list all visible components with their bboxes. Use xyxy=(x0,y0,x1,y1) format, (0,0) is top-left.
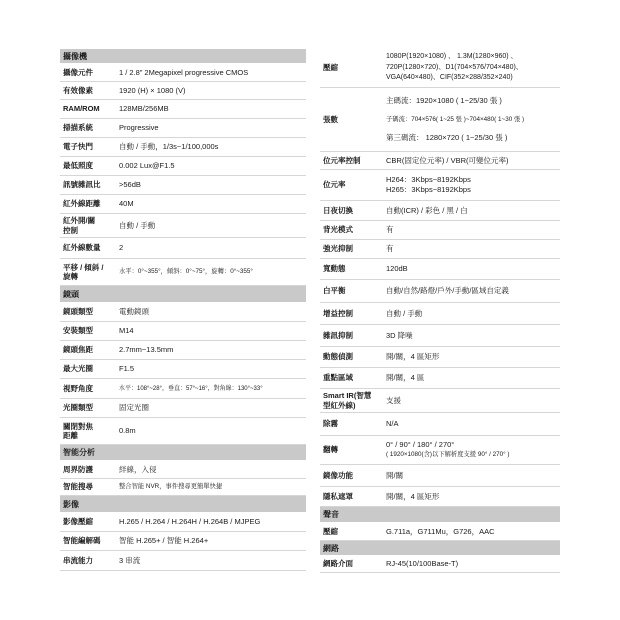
section-header-lens xyxy=(60,286,306,303)
spec-value xyxy=(383,368,560,388)
spec-value-text: N/A xyxy=(386,419,399,428)
spec-value-text: 開/關，4 區矩形 xyxy=(386,352,440,361)
spec-value xyxy=(383,259,560,279)
spec-label xyxy=(60,64,116,81)
spec-row-field-of-view xyxy=(60,379,306,399)
spec-label-text: 型紅外線) xyxy=(323,400,356,410)
spec-value xyxy=(383,325,560,346)
spec-label-text: 增益控制 xyxy=(323,308,353,318)
spec-label xyxy=(60,341,116,359)
spec-row-perimeter-protection xyxy=(60,461,306,479)
section-title: 聲音 xyxy=(323,510,339,519)
spec-value xyxy=(116,303,306,321)
section-title: 網路 xyxy=(323,543,339,553)
spec-value-text: 開/關 xyxy=(386,470,404,480)
spec-value-text: >56dB xyxy=(119,180,141,189)
spec-value-text: 自動/自然/路燈/戶外/手動/區域自定義 xyxy=(386,286,509,295)
spec-row-smart-ir xyxy=(320,389,560,413)
spec-label-text: 安裝類型 xyxy=(63,326,93,336)
spec-row-wdr xyxy=(320,259,560,280)
spec-label-text: 動態偵測 xyxy=(323,352,353,362)
spec-value xyxy=(116,119,306,137)
spec-label-text: 視野角度 xyxy=(63,383,93,393)
spec-label xyxy=(320,368,383,388)
spec-row-bitrate xyxy=(320,170,560,201)
spec-value-text: ( 1920×1080(含)以下解析度支援 90° / 270° ) xyxy=(386,451,510,458)
spec-value xyxy=(116,176,306,194)
spec-label xyxy=(60,322,116,340)
spec-value-text: 整合智能 NVR，事件搜尋更簡單快捷 xyxy=(119,483,223,490)
spec-label-text: 除霧 xyxy=(323,419,338,429)
spec-row-lens-type xyxy=(60,303,306,322)
spec-label xyxy=(60,119,116,137)
spec-label-text: 位元率控制 xyxy=(323,155,361,165)
spec-label xyxy=(320,303,383,324)
spec-label-text: 訊號雜訊比 xyxy=(63,180,101,190)
spec-value-text: 40M xyxy=(119,199,134,208)
spec-label-text: 有效像素 xyxy=(63,85,93,95)
spec-value xyxy=(116,100,306,118)
spec-row-mount-type xyxy=(60,322,306,341)
spec-row-defog xyxy=(320,413,560,436)
spec-value-text: 自動(ICR) / 彩色 / 黑 / 白 xyxy=(386,205,468,215)
spec-value-text: 0° / 90° / 180° / 270° xyxy=(386,440,455,449)
spec-label xyxy=(60,513,116,531)
spec-value xyxy=(383,280,560,302)
spec-value xyxy=(116,157,306,175)
spec-label-text: 關閉對焦 xyxy=(63,421,93,431)
spec-label-text: 掃描系統 xyxy=(63,123,93,133)
spec-label-text: 日夜切換 xyxy=(323,205,353,215)
spec-label-text: RAM/ROM xyxy=(63,104,100,114)
spec-label-text: 智能編解碼 xyxy=(63,536,101,546)
spec-row-min-illumination xyxy=(60,157,306,176)
spec-value-text: 子碼流：704×576( 1~25 張 )~704×480( 1~30 張 ) xyxy=(386,115,525,123)
spec-value-text: 第三碼流： 1280×720 ( 1~25/30 張 ) xyxy=(386,132,508,142)
spec-row-network-interface xyxy=(320,556,560,573)
spec-label-text: 紅外線距離 xyxy=(63,199,101,209)
spec-row-ir-count xyxy=(60,238,306,259)
spec-value xyxy=(116,379,306,398)
spec-value-text: 3 串流 xyxy=(119,555,141,565)
spec-value xyxy=(116,360,306,378)
section-header-camera xyxy=(60,49,306,64)
spec-value-text: 有 xyxy=(386,244,394,253)
spec-label-text: 鏡頭焦距 xyxy=(63,345,93,355)
section-title: 智能分析 xyxy=(63,448,95,457)
spec-row-scan-system xyxy=(60,119,306,138)
spec-label xyxy=(320,170,383,200)
spec-label xyxy=(60,551,116,570)
spec-label-text: 鏡頭類型 xyxy=(63,307,93,317)
spec-label xyxy=(60,195,116,213)
spec-label xyxy=(60,259,116,285)
spec-row-mirror xyxy=(320,465,560,487)
spec-label-text: 網路介面 xyxy=(323,559,353,569)
section-header-network xyxy=(320,541,560,556)
spec-value-text: 水平：0°~355°，傾斜：0°~75°，旋轉：0°~355° xyxy=(119,268,253,275)
spec-value-text: H264：3Kbps~8192Kbps xyxy=(386,175,471,184)
spec-row-audio-compression xyxy=(320,523,560,541)
spec-value xyxy=(116,64,306,81)
spec-value xyxy=(383,487,560,506)
section-title: 鏡頭 xyxy=(63,289,79,299)
spec-value-text: 有 xyxy=(386,225,394,234)
spec-row-frame-rate xyxy=(320,88,560,152)
spec-label xyxy=(320,556,383,572)
spec-row-video-compression xyxy=(60,513,306,532)
spec-value-text: 2.7mm~13.5mm xyxy=(119,345,174,354)
spec-value xyxy=(383,389,560,412)
spec-label xyxy=(60,238,116,258)
spec-label xyxy=(320,201,383,220)
spec-value xyxy=(383,201,560,220)
spec-label xyxy=(60,418,116,444)
spec-row-ir-control xyxy=(60,214,306,238)
spec-value-text: 智能 H.265+ / 智能 H.264+ xyxy=(119,536,209,545)
spec-row-bitrate-control xyxy=(320,152,560,170)
spec-table-right xyxy=(320,49,560,573)
spec-value-text: 120dB xyxy=(386,264,408,273)
spec-label xyxy=(60,303,116,321)
spec-value-text: F1.5 xyxy=(119,364,135,373)
spec-value xyxy=(383,413,560,435)
spec-label xyxy=(320,240,383,258)
spec-label-text: 壓縮 xyxy=(323,63,338,73)
spec-label-text: 串流能力 xyxy=(63,555,93,565)
spec-row-flip xyxy=(320,436,560,465)
spec-value xyxy=(383,465,560,486)
spec-table-left xyxy=(60,49,306,571)
spec-value-text: 128MB/256MB xyxy=(119,104,169,113)
spec-row-shutter xyxy=(60,138,306,157)
spec-label-text: 鏡像功能 xyxy=(323,470,353,480)
spec-label xyxy=(60,399,116,417)
spec-row-motion-detection xyxy=(320,347,560,368)
spec-value-text: 絆線，入侵 xyxy=(119,464,157,474)
spec-value-text: 0.002 Lux@F1.5 xyxy=(119,161,175,170)
spec-label-text: 影像壓縮 xyxy=(63,517,93,527)
spec-value xyxy=(116,322,306,340)
spec-value xyxy=(383,556,560,572)
spec-row-focal-length xyxy=(60,341,306,360)
spec-value-text: H265：3Kbps~8192Kbps xyxy=(386,185,471,194)
spec-label-text: 最大光圈 xyxy=(63,364,93,374)
spec-label xyxy=(320,259,383,279)
spec-label-text: 智能搜尋 xyxy=(63,482,93,492)
spec-value-text: 自動 / 手動 xyxy=(386,308,423,318)
spec-label xyxy=(320,436,383,464)
spec-value xyxy=(116,532,306,550)
spec-label xyxy=(320,487,383,506)
spec-value xyxy=(116,214,306,237)
spec-label-text: 光圈類型 xyxy=(63,403,93,413)
spec-label xyxy=(60,360,116,378)
spec-row-smart-search xyxy=(60,479,306,496)
spec-value-text: 開/關，4 區矩形 xyxy=(386,491,440,501)
spec-row-noise-reduction xyxy=(320,325,560,347)
section-title: 影像 xyxy=(63,499,79,509)
spec-value xyxy=(383,347,560,367)
spec-value xyxy=(116,418,306,444)
spec-label-text: 距離 xyxy=(63,431,78,440)
spec-value-text: 電動鏡頭 xyxy=(119,307,149,316)
spec-label-text: 電子快門 xyxy=(63,142,93,152)
spec-row-roi xyxy=(320,368,560,389)
spec-label-text: 雜訊抑制 xyxy=(323,330,353,340)
spec-value-text: 開/關，4 區 xyxy=(386,373,425,382)
spec-row-backlight xyxy=(320,221,560,240)
spec-value-text: 720P(1280×720)、D1(704×576/704×480)、 xyxy=(386,63,523,71)
spec-label xyxy=(60,532,116,550)
spec-value xyxy=(383,523,560,540)
spec-label-text: 平移 / 傾斜 / xyxy=(63,262,104,272)
spec-value-text: 固定光圈 xyxy=(119,403,149,412)
spec-label xyxy=(60,461,116,478)
spec-row-ram-rom xyxy=(60,100,306,119)
spec-value xyxy=(383,88,560,151)
spec-row-snr xyxy=(60,176,306,195)
spec-label xyxy=(320,523,383,540)
spec-row-close-focus-distance xyxy=(60,418,306,445)
spec-value xyxy=(383,303,560,324)
spec-row-day-night xyxy=(320,201,560,221)
spec-label xyxy=(320,280,383,302)
spec-value xyxy=(116,341,306,359)
spec-value xyxy=(383,436,560,464)
spec-label xyxy=(60,479,116,495)
spec-value xyxy=(383,240,560,258)
spec-value xyxy=(383,49,560,87)
spec-label-text: 最低照度 xyxy=(63,161,93,171)
spec-value-text: 1 / 2.8” 2Megapixel progressive CMOS xyxy=(119,67,249,77)
spec-label-text: 隱私遮罩 xyxy=(323,491,353,501)
spec-label-text: 位元率 xyxy=(323,180,346,190)
spec-label-text: 紅外開/關 xyxy=(63,216,96,225)
spec-value-text: 水平：108°~28°，垂直：57°~16°，對角線：130°~33° xyxy=(119,385,263,392)
spec-value-text: CBR(固定位元率) / VBR(可變位元率) xyxy=(386,155,509,165)
section-header-audio xyxy=(320,507,560,523)
spec-row-iris-type xyxy=(60,399,306,418)
spec-value-text: RJ-45(10/100Base-T) xyxy=(386,559,459,568)
spec-label xyxy=(320,465,383,486)
spec-label xyxy=(320,49,383,87)
spec-label-text: 翻轉 xyxy=(323,445,338,455)
spec-value xyxy=(116,479,306,495)
spec-row-ir-distance xyxy=(60,195,306,214)
spec-label xyxy=(60,379,116,398)
spec-label-text: 旋轉 xyxy=(63,272,78,281)
spec-value xyxy=(116,399,306,417)
spec-label xyxy=(60,176,116,194)
spec-value xyxy=(116,461,306,478)
spec-row-pan-tilt-rotate xyxy=(60,259,306,286)
spec-label-text: 重點區域 xyxy=(323,373,353,383)
spec-value-text: H.265 / H.264 / H.264H / H.264B / MJPEG xyxy=(119,517,261,526)
spec-value-text: 3D 降噪 xyxy=(386,330,413,340)
spec-row-image-sensor xyxy=(60,64,306,82)
spec-value-text: 1080P(1920×1080) 、 1.3M(1280×960) 、 xyxy=(386,53,518,61)
spec-label-text: 壓縮 xyxy=(323,526,338,536)
spec-row-hlc xyxy=(320,240,560,259)
spec-label-text: 寬動態 xyxy=(323,264,346,274)
spec-label xyxy=(320,325,383,346)
spec-label xyxy=(60,100,116,118)
spec-label-text: 白平衡 xyxy=(323,286,346,296)
spec-value-text: 0.8m xyxy=(119,426,136,435)
spec-value xyxy=(116,513,306,531)
spec-label-text: 強光抑制 xyxy=(323,244,353,254)
section-title: 攝像機 xyxy=(63,51,87,61)
section-header-video xyxy=(60,496,306,513)
spec-value-text: 1920 (H) × 1080 (V) xyxy=(119,85,186,95)
spec-label-text: 張數 xyxy=(323,114,338,124)
spec-label xyxy=(60,138,116,156)
spec-label-text: 周界防護 xyxy=(63,464,93,474)
spec-value xyxy=(116,138,306,156)
spec-value xyxy=(383,152,560,169)
spec-label xyxy=(320,221,383,239)
spec-row-max-aperture xyxy=(60,360,306,379)
spec-value-text: 主碼流：1920×1080 ( 1~25/30 張 ) xyxy=(386,96,502,106)
spec-label-text: 控制 xyxy=(63,225,78,235)
spec-value-text: 2 xyxy=(119,243,124,252)
spec-row-privacy-mask xyxy=(320,487,560,507)
spec-value-text: 自動 / 手動 xyxy=(119,220,156,230)
spec-row-resolution-compression xyxy=(320,49,560,88)
spec-label xyxy=(60,82,116,99)
spec-label xyxy=(320,413,383,435)
spec-row-white-balance xyxy=(320,280,560,303)
spec-value-text: M14 xyxy=(119,326,134,335)
spec-value xyxy=(116,238,306,258)
spec-label-text: 背光模式 xyxy=(323,225,353,235)
spec-label xyxy=(320,88,383,151)
spec-row-smart-codec xyxy=(60,532,306,551)
spec-value-text: Progressive xyxy=(119,123,159,132)
spec-row-gain-control xyxy=(320,303,560,325)
spec-value xyxy=(116,259,306,285)
spec-value-text: G.711a，G711Mu，G726，AAC xyxy=(386,526,495,536)
spec-row-effective-pixels xyxy=(60,82,306,100)
spec-label xyxy=(320,347,383,367)
spec-label xyxy=(320,389,383,412)
spec-label-text: 攝像元件 xyxy=(63,67,93,77)
section-header-smart-analytics xyxy=(60,445,306,461)
spec-value xyxy=(383,170,560,200)
spec-value-text: 自動 / 手動，1/3s~1/100,000s xyxy=(119,142,219,151)
spec-value-text: 支援 xyxy=(386,395,401,405)
spec-value-text: VGA(640×480)、CIF(352×288/352×240) xyxy=(386,74,513,82)
spec-value xyxy=(383,221,560,239)
spec-label xyxy=(60,157,116,175)
spec-label-text: Smart IR(智慧 xyxy=(323,391,372,400)
spec-value xyxy=(116,551,306,570)
spec-value xyxy=(116,82,306,99)
spec-label xyxy=(320,152,383,169)
spec-row-stream-capability xyxy=(60,551,306,571)
spec-value xyxy=(116,195,306,213)
spec-label xyxy=(60,214,116,237)
spec-label-text: 紅外線數量 xyxy=(63,243,101,253)
